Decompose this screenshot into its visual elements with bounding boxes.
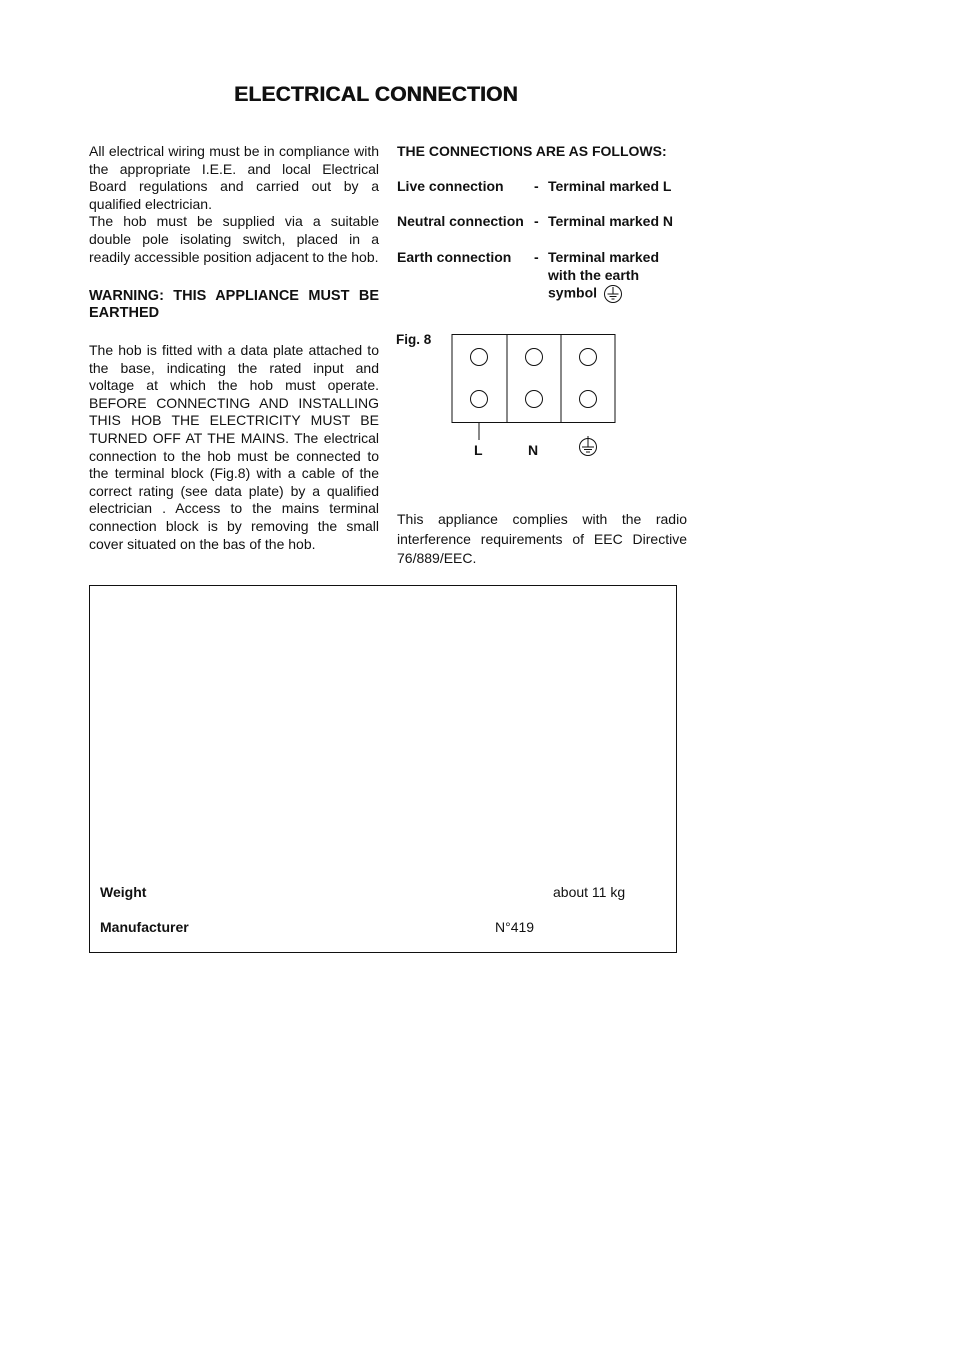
- earth-warning: WARNING: THIS APPLIANCE MUST BE EARTHED: [89, 288, 379, 321]
- connection-terminal: Terminal marked with the earth symbol: [548, 249, 660, 301]
- isolating-switch-text: The hob must be supplied via a suitable double pole isolating switch, placed in a readily accessible position adjacent to the hob.: [89, 213, 379, 265]
- compliance-text: This appliance complies with the radio interference requirements of EEC Directive 76/889/EEC.: [397, 511, 687, 566]
- manufacturer-label: Manufacturer: [100, 919, 189, 935]
- terminal-label-live: L: [474, 442, 483, 458]
- intro-text: All electrical wiring must be in compliance with the appropriate I.E.E. and local Electrical Board regulations and carried out by a qualified electrician.: [89, 143, 379, 212]
- intro-paragraph: [89, 143, 379, 266]
- connection-dash: -: [534, 178, 539, 194]
- connection-label: Neutral connection: [397, 213, 524, 229]
- terminal-label-neutral: N: [528, 442, 539, 458]
- connection-terminal-earth: [548, 249, 686, 304]
- weight-label: Weight: [100, 884, 147, 900]
- connection-terminal: Terminal marked L: [548, 178, 672, 194]
- data-plate-box: [89, 585, 677, 953]
- terminal-screw: [580, 349, 597, 366]
- terminal-screw: [471, 391, 488, 408]
- connection-dash: -: [534, 249, 539, 265]
- terminal-screw: [580, 391, 597, 408]
- terminal-screw: [526, 349, 543, 366]
- installation-paragraph: The hob is fitted with a data plate attached to the base, indicating the rated input and voltage at which the hob must operate. BEFORE CONNECTING AND INSTALLING THIS HOB THE ELECTRICITY MUST BE TURNED OFF AT THE MAINS. The electrical connection to the hob must be connected to the terminal block (Fig.8) with a cable of the correct rating (see data plate) by a qualified electrician . Access to the mains terminal connection block is by removing the small cover situated on the bas of the hob.: [89, 342, 379, 552]
- page-title: ELECTRICAL CONNECTION: [234, 83, 518, 106]
- connection-terminal: Terminal marked N: [548, 213, 674, 229]
- connections-heading: THE CONNECTIONS ARE AS FOLLOWS:: [397, 143, 667, 159]
- connection-label: Earth connection: [397, 249, 512, 265]
- manufacturer-value: N°419: [495, 919, 535, 935]
- earth-terminal-icon: [580, 436, 597, 456]
- connection-label: Live connection: [397, 178, 504, 194]
- weight-value: about 11 kg: [553, 884, 626, 900]
- terminal-screw: [471, 349, 488, 366]
- figure-label: Fig. 8: [396, 332, 432, 347]
- connection-dash: -: [534, 213, 539, 229]
- earth-symbol-icon: [603, 284, 623, 304]
- terminal-screw: [526, 391, 543, 408]
